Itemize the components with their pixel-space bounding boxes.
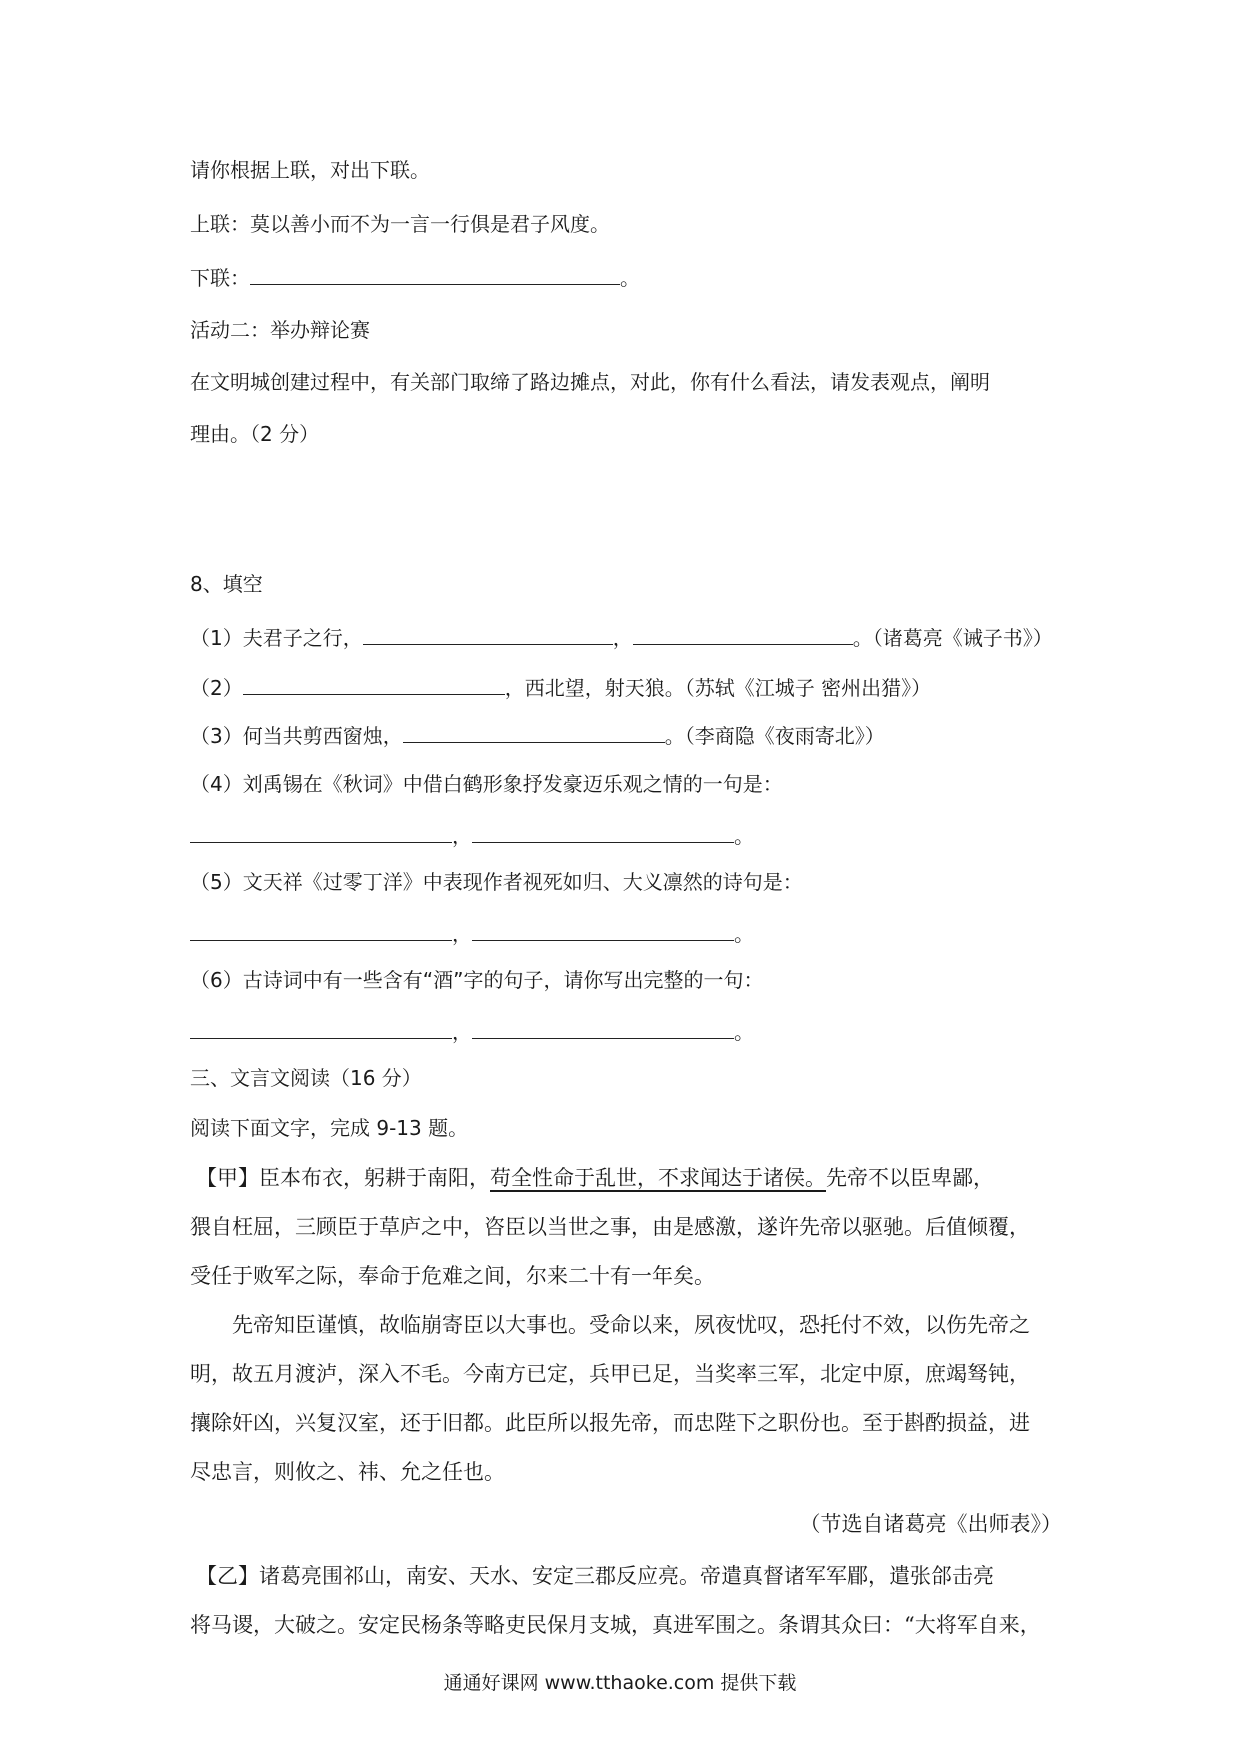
q8-item3-blank[interactable] <box>403 720 665 743</box>
lower-couplet-blank[interactable] <box>250 262 620 285</box>
jia-p1-line2: 猥自枉屈，三顾臣于草庐之中，咨臣以当世之事，由是感激，遂许先帝以驱驰。后值倾覆， <box>190 1215 1030 1239</box>
section3-instruction: 阅读下面文字，完成 9-13 题。 <box>190 1116 469 1140</box>
q8-item5-answer: ， 。 <box>190 918 754 948</box>
q8-item1-blank-b[interactable] <box>633 622 853 645</box>
lower-label: 下联： <box>190 266 250 290</box>
q8-item4-blank-a[interactable] <box>190 820 452 843</box>
jia-p2-line1: 先帝知臣谨慎，故临崩寄臣以大事也。受命以来，夙夜忧叹，恐托付不效，以伤先帝之 <box>232 1313 1030 1337</box>
q8-item2: （2） ，西北望，射天狼。（苏轼《江城子 密州出猎》） <box>190 672 931 702</box>
q7-instruction: 请你根据上联，对出下联。 <box>190 158 430 182</box>
jia-source: （节选自诸葛亮《出师表》） <box>799 1512 1062 1536</box>
q7-lower-couplet: 下联： 。 <box>190 262 640 292</box>
yi-line1: 【乙】诸葛亮围祁山，南安、天水、安定三郡反应亮。帝遣真督诸军军郿，遣张郃击亮 <box>196 1564 994 1588</box>
q8-item4: （4）刘禹锡在《秋词》中借白鹤形象抒发豪迈乐观之情的一句是： <box>190 772 783 796</box>
jia-p1-line3: 受任于败军之际，奉命于危难之间，尔来二十有一年矣。 <box>190 1264 715 1288</box>
q8-item6-blank-b[interactable] <box>472 1016 734 1039</box>
q8-item6-blank-a[interactable] <box>190 1016 452 1039</box>
jia-p2-line3: 攘除奸凶，兴复汉室，还于旧都。此臣所以报先帝，而忠陛下之职份也。至于斟酌损益，进 <box>190 1411 1030 1435</box>
q8-item6: （6）古诗词中有一些含有“酒”字的句子，请你写出完整的一句： <box>190 968 764 992</box>
page-footer: 通通好课网 www.tthaoke.com 提供下载 <box>443 1672 797 1694</box>
q8-item2-blank[interactable] <box>243 672 505 695</box>
q8-item3: （3）何当共剪西窗烛， 。（李商隐《夜雨寄北》） <box>190 720 885 750</box>
q7-upper-couplet: 上联：莫以善小而不为一言一行俱是君子风度。 <box>190 212 610 236</box>
q8-item4-blank-b[interactable] <box>472 820 734 843</box>
yi-line2: 将马谡，大破之。安定民杨条等略吏民保月支城，真进军围之。条谓其众曰：“大将军自来， <box>190 1613 1041 1637</box>
activity2-prompt-line1: 在文明城创建过程中，有关部门取缔了路边摊点，对此，你有什么看法，请发表观点，阐明 <box>190 370 990 394</box>
jia-underlined-sentence: 苟全性命于乱世，不求闻达于诸侯。 <box>490 1166 826 1190</box>
activity2-title: 活动二：举办辩论赛 <box>190 318 370 342</box>
q8-item5: （5）文天祥《过零丁洋》中表现作者视死如归、大义凛然的诗句是： <box>190 870 803 894</box>
q8-item1-blank-a[interactable] <box>363 622 613 645</box>
jia-p2-line2: 明，故五月渡泸，深入不毛。今南方已定，兵甲已足，当奖率三军，北定中原，庶竭驽钝， <box>190 1362 1030 1386</box>
q8-item5-blank-a[interactable] <box>190 918 452 941</box>
section3-title: 三、文言文阅读（16 分） <box>190 1066 422 1090</box>
jia-p1-line1: 【甲】臣本布衣，躬耕于南阳，苟全性命于乱世，不求闻达于诸侯。先帝不以臣卑鄙， <box>196 1166 994 1190</box>
q8-item4-answer: ， 。 <box>190 820 754 850</box>
q8-item5-blank-b[interactable] <box>472 918 734 941</box>
jia-p2-line4: 尽忠言，则攸之、祎、允之任也。 <box>190 1460 505 1484</box>
activity2-prompt-line2: 理由。（2 分） <box>190 422 320 446</box>
q8-item1: （1）夫君子之行， ， 。（诸葛亮《诫子书》） <box>190 622 1053 652</box>
q8-title: 8、填空 <box>190 572 263 596</box>
q8-item6-answer: ， 。 <box>190 1016 754 1046</box>
